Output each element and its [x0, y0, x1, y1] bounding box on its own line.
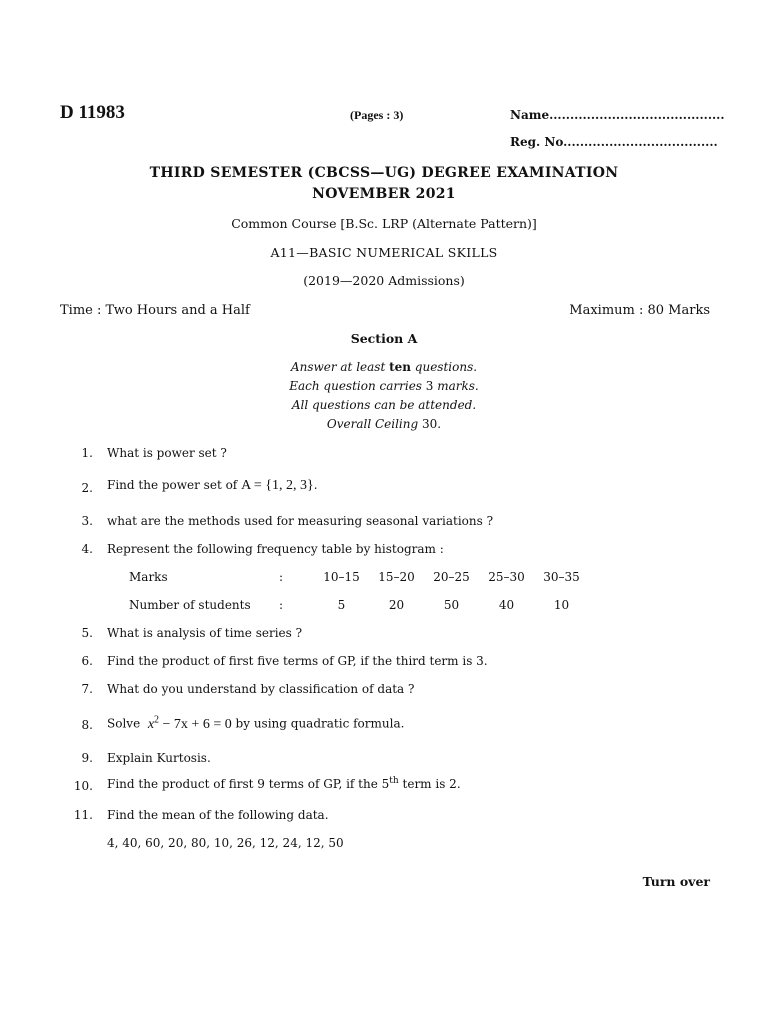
exam-month: NOVEMBER 2021 — [312, 186, 456, 202]
question-number: 4. — [81, 542, 93, 556]
question-text: Explain Kurtosis. — [107, 751, 211, 765]
equation: $x^2 - 7x + 6 = 0$ — [147, 714, 232, 732]
maximum-marks: Maximum : 80 Marks — [569, 303, 710, 318]
table-cell: 10 — [553, 598, 570, 612]
table-colon: : — [279, 570, 284, 584]
question-number: 3. — [81, 514, 93, 528]
question-number: 1. — [81, 446, 93, 460]
data-values: 4, 40, 60, 20, 80, 10, 26, 12, 24, 12, 50 — [107, 836, 344, 850]
question-number: 10. — [73, 779, 93, 793]
question-text: Find the product of first five terms of GP, if the third term is 3. — [107, 654, 488, 668]
instruction-line: Answer at least ten questions. — [290, 360, 478, 374]
question-text: What is analysis of time series ? — [107, 626, 303, 640]
question-text: Find the mean of the following data. — [107, 808, 329, 822]
table-cell: 20–25 — [433, 570, 470, 584]
table-cell: 10–15 — [323, 570, 360, 584]
table-colon: : — [279, 598, 284, 612]
page-count: (Pages : 3) — [350, 108, 404, 122]
question-text: Represent the following frequency table by histogram : — [107, 542, 444, 556]
admissions: (2019—2020 Admissions) — [303, 273, 465, 288]
question-text: Find the power set of A = {1, 2, 3}. — [107, 478, 318, 493]
subject-name: A11—BASIC NUMERICAL SKILLS — [270, 245, 498, 260]
course-name: Common Course [B.Sc. LRP (Alternate Pattern)] — [231, 216, 537, 231]
question-number: 9. — [81, 751, 93, 765]
set-expression: A = {1, 2, 3} — [241, 478, 314, 493]
table-cell: 20 — [388, 598, 405, 612]
table-cell: 30–35 — [543, 570, 580, 584]
question-number: 6. — [81, 654, 93, 668]
turn-over-label: Turn over — [642, 874, 710, 889]
instruction-line: Overall Ceiling 30. — [326, 417, 442, 431]
question-text: what are the methods used for measuring seasonal variations ? — [107, 514, 494, 528]
question-text: Solve $x^2 - 7x + 6 = 0$ by using quadratic formula. — [107, 714, 405, 732]
section-title: Section A — [350, 331, 418, 346]
paper-code: D 11983 — [60, 102, 125, 123]
table-cell: 40 — [498, 598, 515, 612]
table-row-label: Number of students — [129, 598, 251, 612]
time-allowed: Time : Two Hours and a Half — [60, 303, 250, 318]
table-cell: 15–20 — [378, 570, 415, 584]
instruction-line: All questions can be attended. — [291, 398, 477, 412]
question-number: 5. — [81, 626, 93, 640]
question-number: 11. — [73, 808, 93, 822]
name-field: Name.......................................... — [510, 108, 725, 122]
question-text: Find the product of first 9 terms of GP, if the 5th term is 2. — [107, 776, 461, 791]
table-cell: 5 — [337, 598, 346, 612]
question-text: What do you understand by classification of data ? — [107, 682, 415, 696]
exam-title: THIRD SEMESTER (CBCSS—UG) DEGREE EXAMINATION — [149, 165, 619, 181]
table-cell: 50 — [443, 598, 460, 612]
table-row-label: Marks — [129, 570, 168, 584]
question-number: 2. — [81, 481, 93, 495]
instruction-line: Each question carries 3 marks. — [289, 379, 479, 393]
question-number: 8. — [81, 718, 93, 732]
reg-no-field: Reg. No..................................... — [510, 135, 718, 149]
question-text: What is power set ? — [107, 446, 227, 460]
question-number: 7. — [81, 682, 93, 696]
table-cell: 25–30 — [488, 570, 525, 584]
